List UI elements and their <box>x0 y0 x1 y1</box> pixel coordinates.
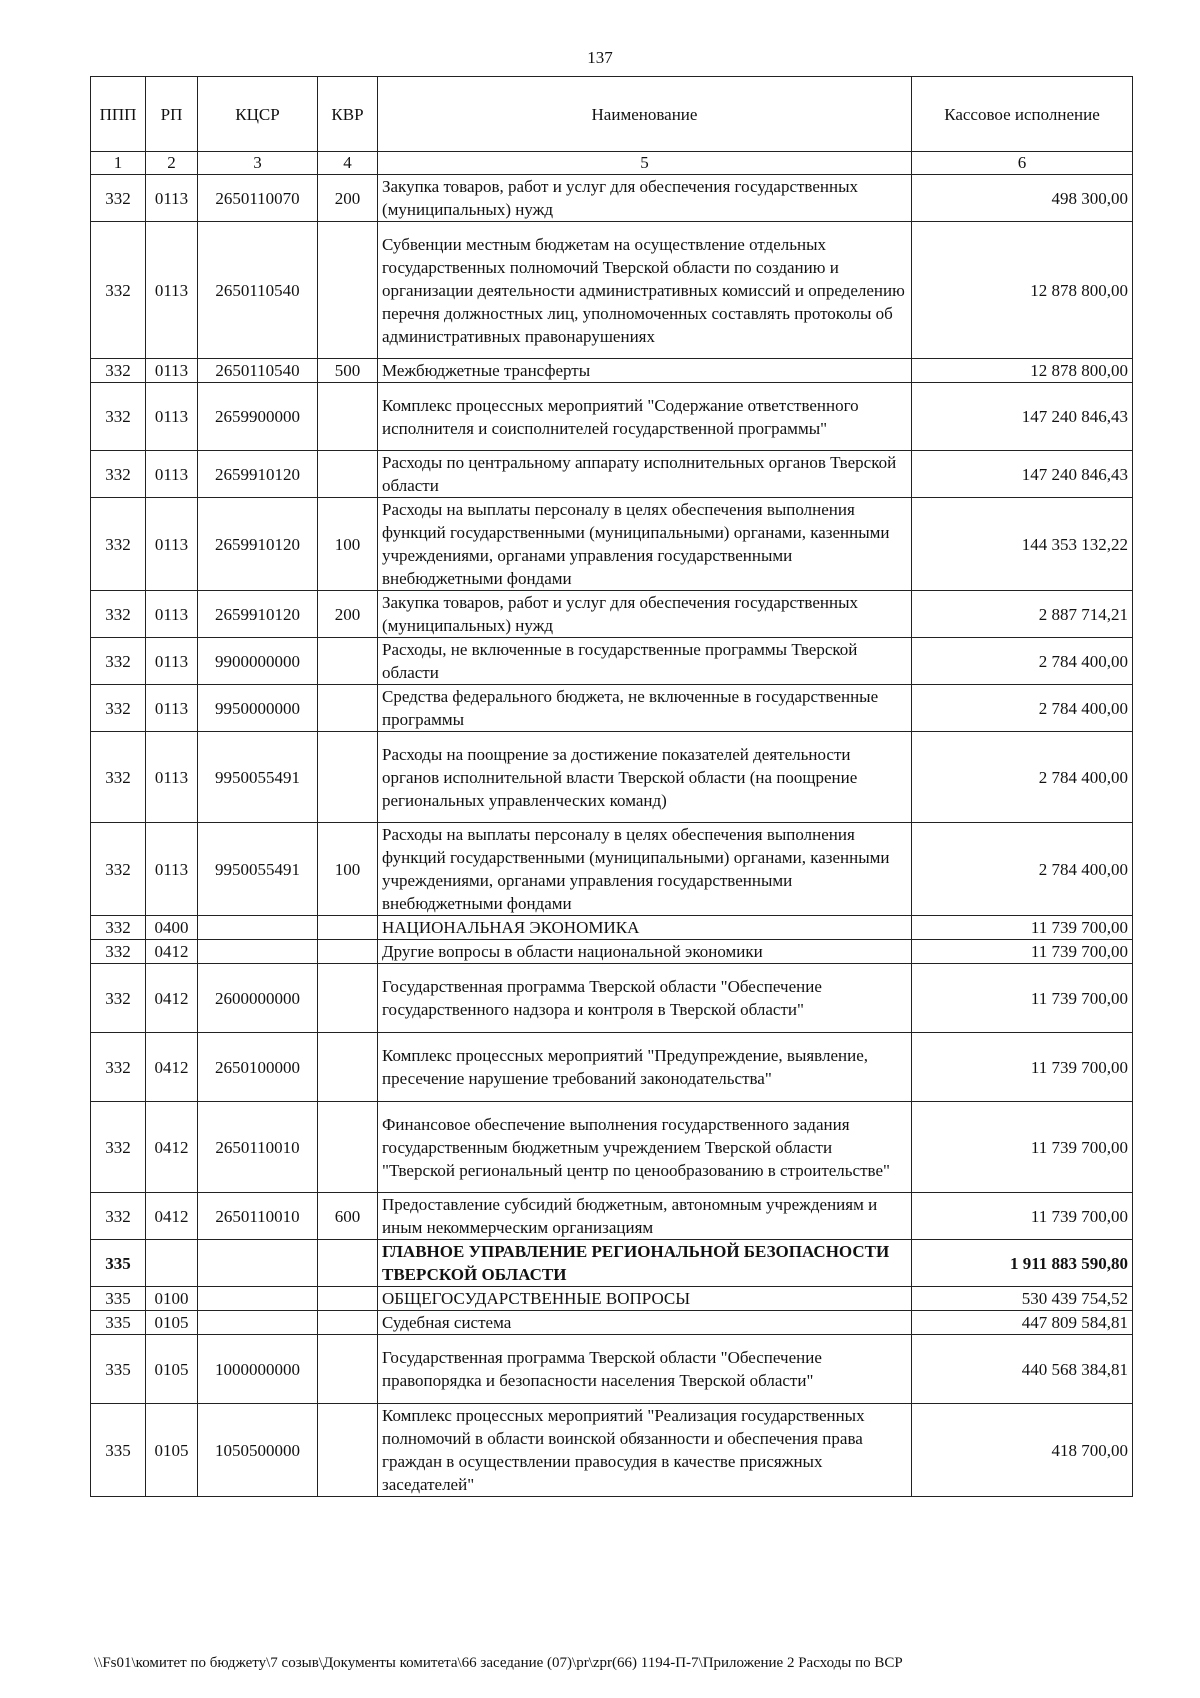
table-row <box>91 1287 1133 1311</box>
cell-ppp: 332 <box>91 638 146 685</box>
column-number-row <box>91 152 1133 175</box>
cell-ppp: 332 <box>91 1033 146 1102</box>
cell-ppp: 332 <box>91 451 146 498</box>
table-row <box>91 498 1133 591</box>
cell-rp: 0113 <box>146 823 198 916</box>
cell-amount: 2 784 400,00 <box>912 823 1133 916</box>
header-kcsr: КЦСР <box>198 77 318 152</box>
column-number: 4 <box>318 152 378 175</box>
table-row <box>91 591 1133 638</box>
file-path-footer: \\Fs01\комитет по бюджету\7 созыв\Документы комитета\66 заседание (07)\pr\zpr(66) 1194-П-7\Приложение 2 Расходы по ВСР <box>94 1655 903 1671</box>
column-number: 1 <box>91 152 146 175</box>
cell-ppp: 332 <box>91 732 146 823</box>
cell-rp: 0113 <box>146 498 198 591</box>
cell-name: Межбюджетные трансферты <box>378 359 912 383</box>
cell-amount: 147 240 846,43 <box>912 451 1133 498</box>
cell-name: Комплекс процессных мероприятий "Содержание ответственного исполнителя и соисполнителей государственной программы" <box>378 383 912 451</box>
table-row <box>91 175 1133 222</box>
cell-name: Расходы на выплаты персоналу в целях обеспечения выполнения функций государственными (муниципальными) органами, казенными учреждениями, органами управления государственными внебюджетными фондами <box>378 823 912 916</box>
cell-amount: 11 739 700,00 <box>912 1193 1133 1240</box>
cell-kcsr: 1050500000 <box>198 1404 318 1497</box>
cell-kvr <box>318 940 378 964</box>
cell-kvr <box>318 222 378 359</box>
cell-name: ГЛАВНОЕ УПРАВЛЕНИЕ РЕГИОНАЛЬНОЙ БЕЗОПАСНОСТИ ТВЕРСКОЙ ОБЛАСТИ <box>378 1240 912 1287</box>
column-number: 5 <box>378 152 912 175</box>
cell-rp: 0100 <box>146 1287 198 1311</box>
cell-kcsr: 1000000000 <box>198 1335 318 1404</box>
cell-amount: 498 300,00 <box>912 175 1133 222</box>
cell-name: Расходы на поощрение за достижение показателей деятельности органов исполнительной власти Тверской области (на поощрение региональных управленческих команд) <box>378 732 912 823</box>
cell-ppp: 335 <box>91 1240 146 1287</box>
table-row <box>91 732 1133 823</box>
cell-rp: 0113 <box>146 451 198 498</box>
cell-kcsr: 9900000000 <box>198 638 318 685</box>
cell-name: Комплекс процессных мероприятий "Реализация государственных полномочий в области воинской обязанности и обеспечения права граждан в осуществлении правосудия в качестве присяжных заседателей" <box>378 1404 912 1497</box>
cell-amount: 447 809 584,81 <box>912 1311 1133 1335</box>
table-row <box>91 1311 1133 1335</box>
cell-amount: 144 353 132,22 <box>912 498 1133 591</box>
cell-ppp: 335 <box>91 1311 146 1335</box>
cell-amount: 11 739 700,00 <box>912 1102 1133 1193</box>
table-row <box>91 638 1133 685</box>
cell-kvr <box>318 383 378 451</box>
cell-name: Расходы по центральному аппарату исполнительных органов Тверской области <box>378 451 912 498</box>
cell-kcsr <box>198 1287 318 1311</box>
cell-name: Расходы, не включенные в государственные программы Тверской области <box>378 638 912 685</box>
cell-name: Государственная программа Тверской области "Обеспечение государственного надзора и контроля в Тверской области" <box>378 964 912 1033</box>
cell-name: Государственная программа Тверской области "Обеспечение правопорядка и безопасности населения Тверской области" <box>378 1335 912 1404</box>
cell-kcsr: 2650110070 <box>198 175 318 222</box>
header-ppp: ППП <box>91 77 146 152</box>
cell-kvr: 100 <box>318 498 378 591</box>
cell-kvr <box>318 732 378 823</box>
table-row <box>91 1102 1133 1193</box>
cell-amount: 2 784 400,00 <box>912 732 1133 823</box>
table-row <box>91 383 1133 451</box>
header-rp: РП <box>146 77 198 152</box>
cell-ppp: 332 <box>91 222 146 359</box>
cell-ppp: 335 <box>91 1404 146 1497</box>
cell-name: Закупка товаров, работ и услуг для обеспечения государственных (муниципальных) нужд <box>378 175 912 222</box>
cell-rp: 0412 <box>146 964 198 1033</box>
cell-ppp: 332 <box>91 964 146 1033</box>
cell-rp: 0113 <box>146 732 198 823</box>
cell-name: НАЦИОНАЛЬНАЯ ЭКОНОМИКА <box>378 916 912 940</box>
cell-rp: 0412 <box>146 1033 198 1102</box>
cell-kcsr: 2659910120 <box>198 498 318 591</box>
cell-amount: 2 784 400,00 <box>912 685 1133 732</box>
cell-kvr: 600 <box>318 1193 378 1240</box>
cell-amount: 147 240 846,43 <box>912 383 1133 451</box>
cell-amount: 11 739 700,00 <box>912 916 1133 940</box>
cell-rp: 0113 <box>146 175 198 222</box>
cell-name: Другие вопросы в области национальной экономики <box>378 940 912 964</box>
cell-kcsr: 9950055491 <box>198 823 318 916</box>
cell-kvr <box>318 1311 378 1335</box>
cell-kvr: 200 <box>318 591 378 638</box>
table-row <box>91 940 1133 964</box>
cell-rp: 0113 <box>146 383 198 451</box>
cell-kcsr <box>198 940 318 964</box>
cell-ppp: 335 <box>91 1287 146 1311</box>
cell-rp: 0113 <box>146 222 198 359</box>
budget-table <box>90 76 1133 1497</box>
cell-kcsr: 2659910120 <box>198 451 318 498</box>
cell-rp: 0105 <box>146 1404 198 1497</box>
cell-amount: 530 439 754,52 <box>912 1287 1133 1311</box>
cell-ppp: 332 <box>91 383 146 451</box>
table-row <box>91 964 1133 1033</box>
header-amount: Кассовое исполнение <box>912 77 1133 152</box>
table-row <box>91 1033 1133 1102</box>
table-row <box>91 451 1133 498</box>
cell-kvr <box>318 638 378 685</box>
header-row <box>91 77 1133 152</box>
cell-kcsr: 2650110010 <box>198 1102 318 1193</box>
cell-amount: 11 739 700,00 <box>912 964 1133 1033</box>
cell-kvr: 200 <box>318 175 378 222</box>
table-row <box>91 823 1133 916</box>
cell-kcsr: 2659910120 <box>198 591 318 638</box>
table-row <box>91 1404 1133 1497</box>
cell-kcsr: 2650110540 <box>198 359 318 383</box>
cell-amount: 1 911 883 590,80 <box>912 1240 1133 1287</box>
cell-rp: 0113 <box>146 638 198 685</box>
cell-ppp: 332 <box>91 1193 146 1240</box>
cell-ppp: 332 <box>91 916 146 940</box>
column-number: 3 <box>198 152 318 175</box>
cell-kcsr: 2659900000 <box>198 383 318 451</box>
cell-name: Финансовое обеспечение выполнения государственного задания государственным бюджетным учреждением Тверской области "Тверской региональный центр по ценообразованию в строительстве" <box>378 1102 912 1193</box>
cell-kvr <box>318 1404 378 1497</box>
cell-kcsr: 2650100000 <box>198 1033 318 1102</box>
cell-kcsr: 9950055491 <box>198 732 318 823</box>
cell-kvr <box>318 451 378 498</box>
cell-name: Судебная система <box>378 1311 912 1335</box>
cell-kvr <box>318 685 378 732</box>
cell-ppp: 335 <box>91 1335 146 1404</box>
cell-ppp: 332 <box>91 823 146 916</box>
table-row <box>91 1193 1133 1240</box>
table-row <box>91 685 1133 732</box>
cell-rp: 0412 <box>146 1102 198 1193</box>
cell-amount: 12 878 800,00 <box>912 222 1133 359</box>
cell-kvr: 100 <box>318 823 378 916</box>
cell-name: Расходы на выплаты персоналу в целях обеспечения выполнения функций государственными (муниципальными) органами, казенными учреждениями, органами управления государственными внебюджетными фондами <box>378 498 912 591</box>
cell-rp: 0400 <box>146 916 198 940</box>
cell-name: Комплекс процессных мероприятий "Предупреждение, выявление, пресечение нарушение требований законодательства" <box>378 1033 912 1102</box>
cell-kcsr: 2600000000 <box>198 964 318 1033</box>
table-row <box>91 222 1133 359</box>
cell-amount: 2 784 400,00 <box>912 638 1133 685</box>
cell-name: Предоставление субсидий бюджетным, автономным учреждениям и иным некоммерческим организациям <box>378 1193 912 1240</box>
cell-kcsr: 2650110540 <box>198 222 318 359</box>
header-kvr: КВР <box>318 77 378 152</box>
table-row <box>91 1335 1133 1404</box>
cell-kvr <box>318 916 378 940</box>
cell-name: Средства федерального бюджета, не включенные в государственные программы <box>378 685 912 732</box>
cell-ppp: 332 <box>91 591 146 638</box>
cell-rp <box>146 1240 198 1287</box>
cell-rp: 0105 <box>146 1335 198 1404</box>
cell-rp: 0105 <box>146 1311 198 1335</box>
table-row <box>91 1240 1133 1287</box>
cell-rp: 0113 <box>146 359 198 383</box>
cell-name: Закупка товаров, работ и услуг для обеспечения государственных (муниципальных) нужд <box>378 591 912 638</box>
cell-kvr: 500 <box>318 359 378 383</box>
cell-amount: 11 739 700,00 <box>912 1033 1133 1102</box>
table-row <box>91 916 1133 940</box>
cell-kcsr: 2650110010 <box>198 1193 318 1240</box>
cell-kvr <box>318 1287 378 1311</box>
cell-kvr <box>318 1033 378 1102</box>
cell-kcsr <box>198 916 318 940</box>
cell-kcsr <box>198 1311 318 1335</box>
cell-amount: 2 887 714,21 <box>912 591 1133 638</box>
cell-rp: 0412 <box>146 1193 198 1240</box>
cell-ppp: 332 <box>91 940 146 964</box>
cell-amount: 418 700,00 <box>912 1404 1133 1497</box>
cell-name: Субвенции местным бюджетам на осуществление отдельных государственных полномочий Тверской области по созданию и организации деятельности административных комиссий и определению перечня должностных лиц, уполномоченных составлять протоколы об административных правонарушениях <box>378 222 912 359</box>
table-row <box>91 359 1133 383</box>
cell-rp: 0113 <box>146 685 198 732</box>
cell-rp: 0113 <box>146 591 198 638</box>
cell-ppp: 332 <box>91 685 146 732</box>
column-number: 6 <box>912 152 1133 175</box>
cell-kvr <box>318 1335 378 1404</box>
cell-rp: 0412 <box>146 940 198 964</box>
header-name: Наименование <box>378 77 912 152</box>
cell-kvr <box>318 964 378 1033</box>
cell-kcsr <box>198 1240 318 1287</box>
cell-amount: 12 878 800,00 <box>912 359 1133 383</box>
page-number: 137 <box>587 48 613 67</box>
cell-amount: 440 568 384,81 <box>912 1335 1133 1404</box>
cell-kcsr: 9950000000 <box>198 685 318 732</box>
cell-ppp: 332 <box>91 498 146 591</box>
cell-name: ОБЩЕГОСУДАРСТВЕННЫЕ ВОПРОСЫ <box>378 1287 912 1311</box>
cell-amount: 11 739 700,00 <box>912 940 1133 964</box>
cell-ppp: 332 <box>91 1102 146 1193</box>
cell-kvr <box>318 1240 378 1287</box>
cell-kvr <box>318 1102 378 1193</box>
column-number: 2 <box>146 152 198 175</box>
cell-ppp: 332 <box>91 175 146 222</box>
cell-ppp: 332 <box>91 359 146 383</box>
